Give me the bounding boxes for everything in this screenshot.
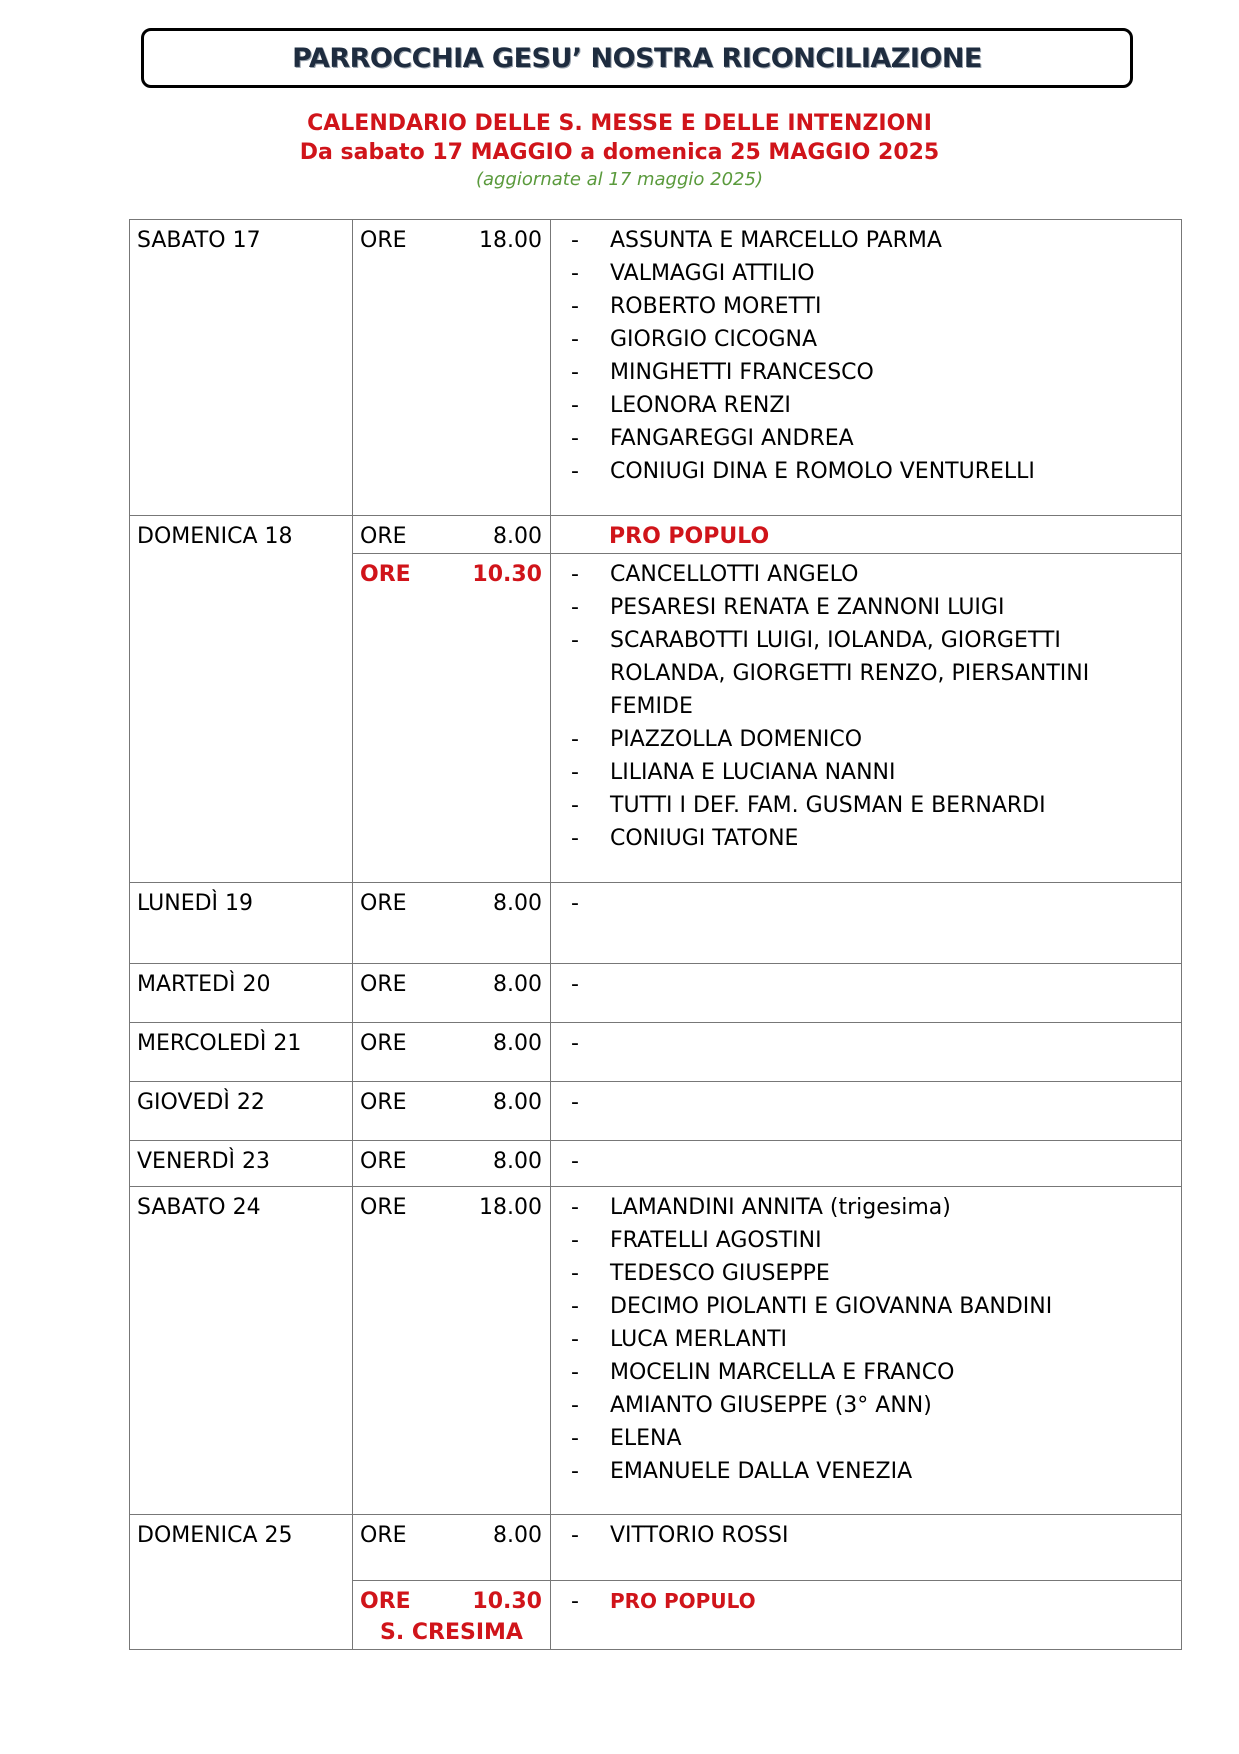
- intention-item: - PESARESI RENATA E ZANNONI LUIGI: [571, 591, 1173, 624]
- ore-label: ORE: [360, 1149, 407, 1174]
- mass-time: 8.00: [493, 1523, 542, 1548]
- intention-item: - GIORGIO CICOGNA: [571, 323, 1173, 356]
- intention-item: - CONIUGI TATONE: [571, 822, 1173, 855]
- table-row: [130, 1187, 1182, 1515]
- day-cell: [130, 1187, 353, 1515]
- intention-item: - ROBERTO MORETTI: [571, 290, 1173, 323]
- table-row: [130, 883, 1182, 964]
- table-row: [130, 220, 1182, 516]
- time-cell: [353, 1023, 551, 1082]
- parish-header-box: [141, 28, 1133, 88]
- intention-item: - MINGHETTI FRANCESCO: [571, 356, 1173, 389]
- table-row: [130, 1082, 1182, 1141]
- ore-label: ORE: [360, 1589, 411, 1614]
- intention-item: - TUTTI I DEF. FAM. GUSMAN E BERNARDI: [571, 789, 1173, 822]
- intention-item: - ASSUNTA E MARCELLO PARMA: [571, 224, 1173, 257]
- intention-item: - LILIANA E LUCIANA NANNI: [571, 756, 1173, 789]
- ore-label: ORE: [360, 891, 407, 916]
- pro-populo-label: PRO POPULO: [609, 524, 770, 549]
- mass-schedule-table: [129, 219, 1182, 1650]
- time-cell: [353, 1187, 551, 1515]
- ore-label: ORE: [360, 562, 411, 587]
- date-range: Da sabato 17 MAGGIO a domenica 25 MAGGIO 2025: [299, 140, 940, 165]
- ore-label: ORE: [360, 228, 407, 253]
- intentions-cell: [551, 1141, 1182, 1187]
- intention-item: - CONIUGI DINA E ROMOLO VENTURELLI: [571, 455, 1173, 488]
- mass-time: 18.00: [479, 1195, 542, 1220]
- time-cell: [353, 516, 551, 554]
- time-cell: [353, 964, 551, 1023]
- intentions-cell: [551, 883, 1182, 964]
- mass-time: 8.00: [493, 1149, 542, 1174]
- day-label: LUNEDÌ 19: [137, 891, 254, 916]
- intentions-cell: [551, 1581, 1182, 1650]
- time-cell: [353, 883, 551, 964]
- mass-time: 18.00: [479, 228, 542, 253]
- day-label: DOMENICA 25: [137, 1523, 293, 1548]
- intentions-cell: [551, 1187, 1182, 1515]
- day-label: SABATO 24: [137, 1195, 261, 1220]
- mass-time: 8.00: [493, 524, 542, 549]
- table-row: [130, 1141, 1182, 1187]
- updated-note: (aggiornate al 17 maggio 2025): [476, 169, 763, 190]
- day-label: SABATO 17: [137, 228, 261, 253]
- cresima-label: S. CRESIMA: [380, 1620, 523, 1645]
- day-cell: [130, 964, 353, 1023]
- day-cell: [130, 516, 353, 883]
- ore-label: ORE: [360, 524, 407, 549]
- intention-item: - ELENA: [571, 1422, 1173, 1455]
- intention-item: - SCARABOTTI LUIGI, IOLANDA, GIORGETTI ROLANDA, GIORGETTI RENZO, PIERSANTINI FEMIDE: [571, 624, 1173, 723]
- ore-label: ORE: [360, 1195, 407, 1220]
- intention-item: - LAMANDINI ANNITA (trigesima): [571, 1191, 1173, 1224]
- day-label: GIOVEDÌ 22: [137, 1090, 265, 1115]
- day-label: DOMENICA 18: [137, 524, 293, 549]
- table-row: [130, 1515, 1182, 1581]
- ore-label: ORE: [360, 1031, 407, 1056]
- ore-label: ORE: [360, 1090, 407, 1115]
- intention-item: - TEDESCO GIUSEPPE: [571, 1257, 1173, 1290]
- intentions-cell: [551, 1515, 1182, 1581]
- intention-item: - DECIMO PIOLANTI E GIOVANNA BANDINI: [571, 1290, 1173, 1323]
- intention-item: [571, 1585, 1173, 1618]
- mass-time: 8.00: [493, 891, 542, 916]
- intentions-cell: [551, 220, 1182, 516]
- intentions-cell: [551, 516, 1182, 554]
- intention-item: - MOCELIN MARCELLA E FRANCO: [571, 1356, 1173, 1389]
- intention-item: - FRATELLI AGOSTINI: [571, 1224, 1173, 1257]
- day-label: MERCOLEDÌ 21: [137, 1031, 302, 1056]
- intention-item: - LUCA MERLANTI: [571, 1323, 1173, 1356]
- time-cell: [353, 220, 551, 516]
- table-row: [130, 964, 1182, 1023]
- intentions-cell: [551, 1082, 1182, 1141]
- day-cell: [130, 220, 353, 516]
- mass-time: 8.00: [493, 1031, 542, 1056]
- time-cell: [353, 1141, 551, 1187]
- intentions-cell: [551, 1023, 1182, 1082]
- ore-label: ORE: [360, 1523, 407, 1548]
- intention-item: - FANGAREGGI ANDREA: [571, 422, 1173, 455]
- time-cell: [353, 554, 551, 883]
- intention-item: - LEONORA RENZI: [571, 389, 1173, 422]
- mass-time: 8.00: [493, 1090, 542, 1115]
- day-label: VENERDÌ 23: [137, 1149, 271, 1174]
- parish-title: PARROCCHIA GESU’ NOSTRA RICONCILIAZIONE: [292, 42, 982, 74]
- mass-time: 10.30: [472, 1589, 542, 1614]
- pro-populo-label: PRO POPULO: [610, 1589, 756, 1613]
- day-label: MARTEDÌ 20: [137, 972, 271, 997]
- intention-item: - EMANUELE DALLA VENEZIA: [571, 1455, 1173, 1488]
- mass-time: 8.00: [493, 972, 542, 997]
- day-cell: [130, 1141, 353, 1187]
- intention-item: - VITTORIO ROSSI: [571, 1519, 1173, 1552]
- day-cell: [130, 1023, 353, 1082]
- intention-item: - CANCELLOTTI ANGELO: [571, 558, 1173, 591]
- intentions-cell: [551, 554, 1182, 883]
- intentions-cell: [551, 964, 1182, 1023]
- time-cell: [353, 1515, 551, 1581]
- time-cell: [353, 1581, 551, 1650]
- ore-label: ORE: [360, 972, 407, 997]
- calendar-title: CALENDARIO DELLE S. MESSE E DELLE INTENZIONI: [307, 111, 932, 136]
- day-cell: [130, 1515, 353, 1650]
- table-row: [130, 516, 1182, 554]
- intention-item: - VALMAGGI ATTILIO: [571, 257, 1173, 290]
- mass-time: 10.30: [472, 562, 542, 587]
- intention-item: - AMIANTO GIUSEPPE (3° ANN): [571, 1389, 1173, 1422]
- day-cell: [130, 883, 353, 964]
- intention-item: - PIAZZOLLA DOMENICO: [571, 723, 1173, 756]
- day-cell: [130, 1082, 353, 1141]
- table-row: [130, 1023, 1182, 1082]
- time-cell: [353, 1082, 551, 1141]
